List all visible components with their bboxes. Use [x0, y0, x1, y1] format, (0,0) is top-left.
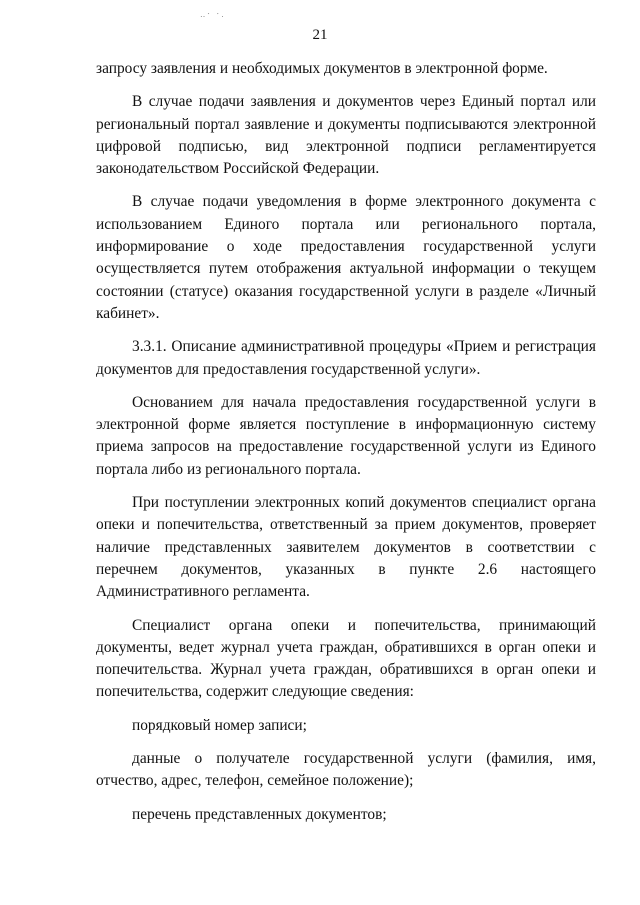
- paragraph: перечень представленных документов;: [132, 805, 387, 823]
- paragraph: Специалист органа опеки и попечительства, принимающий документы, ведет журнал учета граждан, обратившихся в орган опеки и попечительства. Журнал учета граждан, обратившихся в орган опеки и попечительства, содержит следующие сведения:: [96, 616, 596, 701]
- paragraph: порядковый номер записи;: [132, 716, 307, 734]
- page-number: 21: [312, 27, 328, 43]
- paragraph: Основанием для начала предоставления государственной услуги в электронной форме является поступление в информационную систему приема запросов на предоставление государственной услуги из Единого портала либо из регионального портала.: [96, 393, 596, 478]
- paragraph: В случае подачи заявления и документов через Единый портал или региональный портал заявление и документы подписываются электронной цифровой подписью, вид электронной подписи регламентируется законодательством Российской Федерации.: [96, 93, 596, 178]
- paragraph: В случае подачи уведомления в форме электронного документа с использованием Единого портала или регионального портала, информирование о ходе предоставления государственной услуги осуществляется путем отображения актуальной информации о текущем состоянии (статусе) оказания государственной услуги в разделе «Личный кабинет».: [96, 193, 596, 322]
- paragraph: При поступлении электронных копий документов специалист органа опеки и попечительства, ответственный за прием документов, проверяет наличие представленных заявителем документов в соответствии с перечнем документов, указанных в пункте 2.6 настоящего Административного регламента.: [96, 494, 596, 601]
- paragraph: данные о получателе государственной услуги (фамилия, имя, отчество, адрес, телефон, семейное положение);: [96, 750, 596, 790]
- paragraph: запросу заявления и необходимых документов в электронной форме.: [96, 60, 548, 77]
- document-body: [96, 58, 596, 837]
- paragraph: 3.3.1. Описание административной процедуры «Прием и регистрация документов для предоставления государственной услуги».: [96, 338, 596, 378]
- scan-artifact: ‥ˑ ˑ.: [200, 10, 226, 19]
